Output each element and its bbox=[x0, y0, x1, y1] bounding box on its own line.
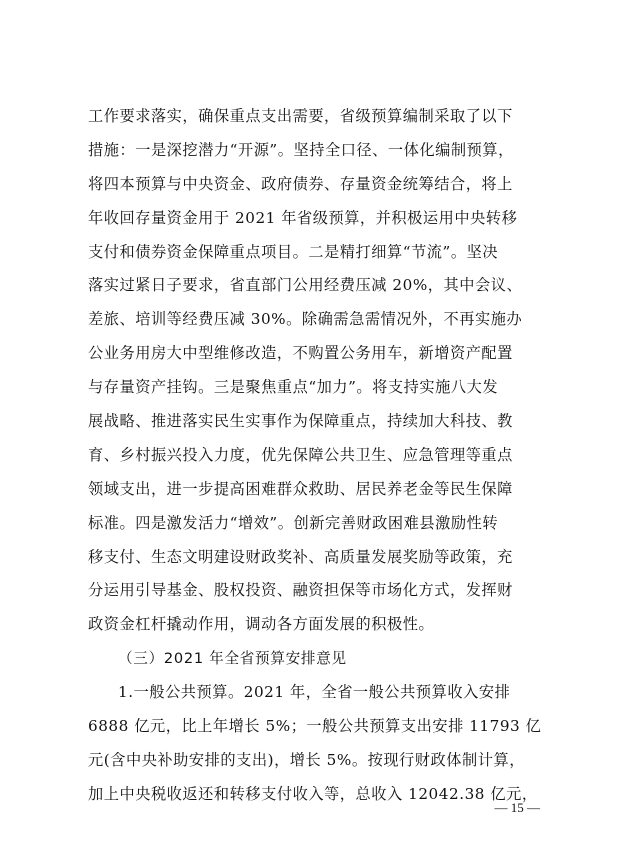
page-number: — 15 — bbox=[494, 800, 540, 815]
paragraph-line: 差旅、培训等经费压减 30%。除确需急需情况外，不再实施办 bbox=[88, 310, 523, 329]
section-heading: （三）2021 年全省预算安排意见 bbox=[118, 650, 347, 668]
paragraph-line: 公业务用房大中型维修改造，不购置公务用车，新增资产配置 bbox=[88, 344, 513, 363]
paragraph-line: 年收回存量资金用于 2021 年省级预算，并积极运用中央转移 bbox=[88, 208, 518, 227]
body-text bbox=[88, 100, 550, 812]
paragraph-line: 展战略、推进落实民生实事作为保障重点，持续加大科技、教 bbox=[88, 412, 513, 431]
paragraph-line: 加上中央税收返还和转移支付收入等，总收入 12042.38 亿元， bbox=[88, 784, 538, 803]
paragraph-line: 元(含中央补助安排的支出)，增长 5%。按现行财政体制计算， bbox=[88, 750, 525, 769]
paragraph-line: 领域支出，进一步提高困难群众救助、居民养老金等民生保障 bbox=[88, 479, 513, 498]
paragraph-line: 政资金杠杆撬动作用，调动各方面发展的积极性。 bbox=[88, 615, 435, 634]
paragraph-line: 措施：一是深挖潜力“开源”。坚持全口径、一体化编制预算， bbox=[88, 140, 514, 159]
paragraph-line: 6888 亿元，比上年增长 5%；一般公共预算支出安排 11793 亿 bbox=[88, 717, 542, 736]
paragraph-line: 工作要求落实，确保重点支出需要，省级预算编制采取了以下 bbox=[88, 107, 513, 125]
paragraph-line: 支付和债券资金保障重点项目。二是精打细算“节流”。坚决 bbox=[88, 242, 499, 261]
paragraph-line: 将四本预算与中央资金、政府债券、存量资金统筹结合，将上 bbox=[88, 174, 513, 193]
paragraph-line: 标准。四是激发活力“增效”。创新完善财政困难县激励性转 bbox=[88, 513, 499, 532]
paragraph-line: 落实过紧日子要求，省直部门公用经费压减 20%，其中会议、 bbox=[88, 276, 523, 295]
paragraph-line: 1.一般公共预算。2021 年，全省一般公共预算收入安排 bbox=[118, 683, 511, 702]
paragraph-line: 育、乡村振兴投入力度，优先保障公共卫生、应急管理等重点 bbox=[88, 445, 513, 464]
paragraph-line: 移支付、生态文明建设财政奖补、高质量发展奖励等政策，充 bbox=[88, 547, 513, 566]
paragraph-line: 与存量资产挂钩。三是聚焦重点“加力”。将支持实施八大发 bbox=[88, 378, 499, 397]
paragraph-line: 分运用引导基金、股权投资、融资担保等市场化方式，发挥财 bbox=[88, 581, 513, 600]
